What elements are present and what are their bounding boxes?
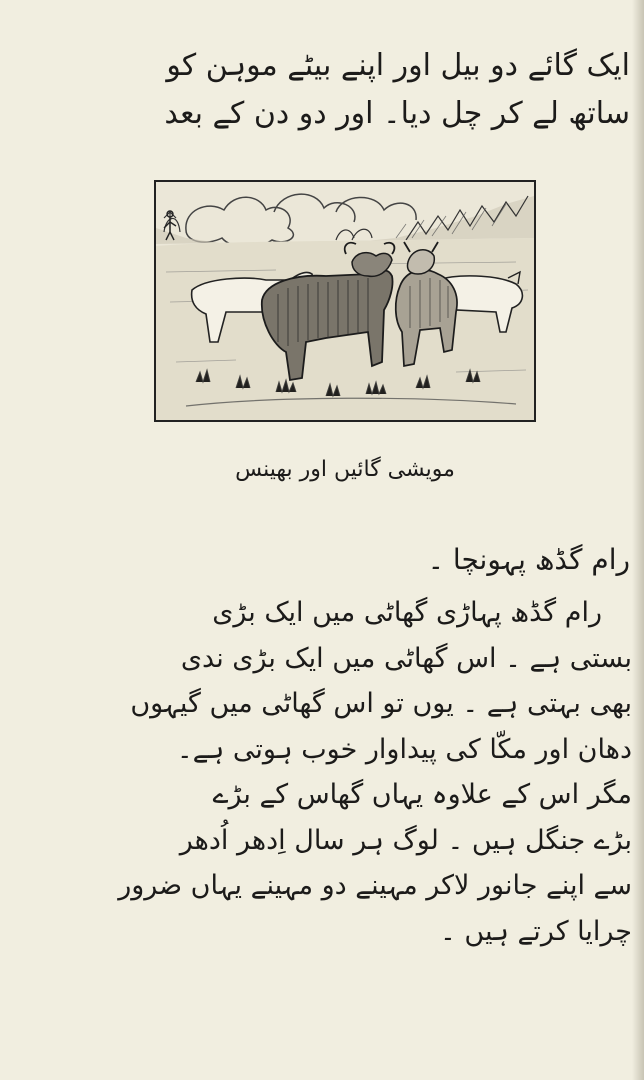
paragraph-line: چرایا کرتے ہیں ۔	[439, 915, 632, 947]
body-paragraph	[58, 590, 632, 954]
section-heading: رام گڈھ پہونچا ۔	[427, 543, 630, 576]
paragraph-line: رام گڈھ پہاڑی گھاٹی میں ایک بڑی	[212, 597, 602, 628]
page-edge-shadow	[632, 0, 644, 1080]
illustration-caption: مویشی گائیں اور بھینس	[235, 457, 455, 482]
paragraph-line: بستی ہے ۔ اس گھاٹی میں ایک بڑی ندی	[180, 642, 632, 674]
paragraph-line: دھان اور مکّا کی پیداوار خوب ہوتی ہے۔	[176, 733, 632, 765]
paragraph-line: بڑے جنگل ہیں ۔ لوگ ہر سال اِدھر اُدھر	[179, 824, 632, 856]
paragraph-line: سے اپنے جانور لاکر مہینے دو مہینے یہاں ضرور	[118, 870, 632, 901]
intro-line: ایک گائے دو بیل اور اپنے بیٹے موہن کو	[166, 48, 630, 83]
paragraph-line: مگر اس کے علاوہ یہاں گھاس کے بڑے	[212, 779, 632, 810]
intro-paragraph	[60, 42, 630, 138]
intro-line: ساتھ لے کر چل دیا۔ اور دو دن کے بعد	[164, 96, 630, 131]
cattle-illustration-icon	[156, 182, 534, 420]
paragraph-line: بھی بہتی ہے ۔ یوں تو اس گھاٹی میں گیہوں	[130, 688, 632, 719]
cattle-illustration	[154, 180, 536, 422]
